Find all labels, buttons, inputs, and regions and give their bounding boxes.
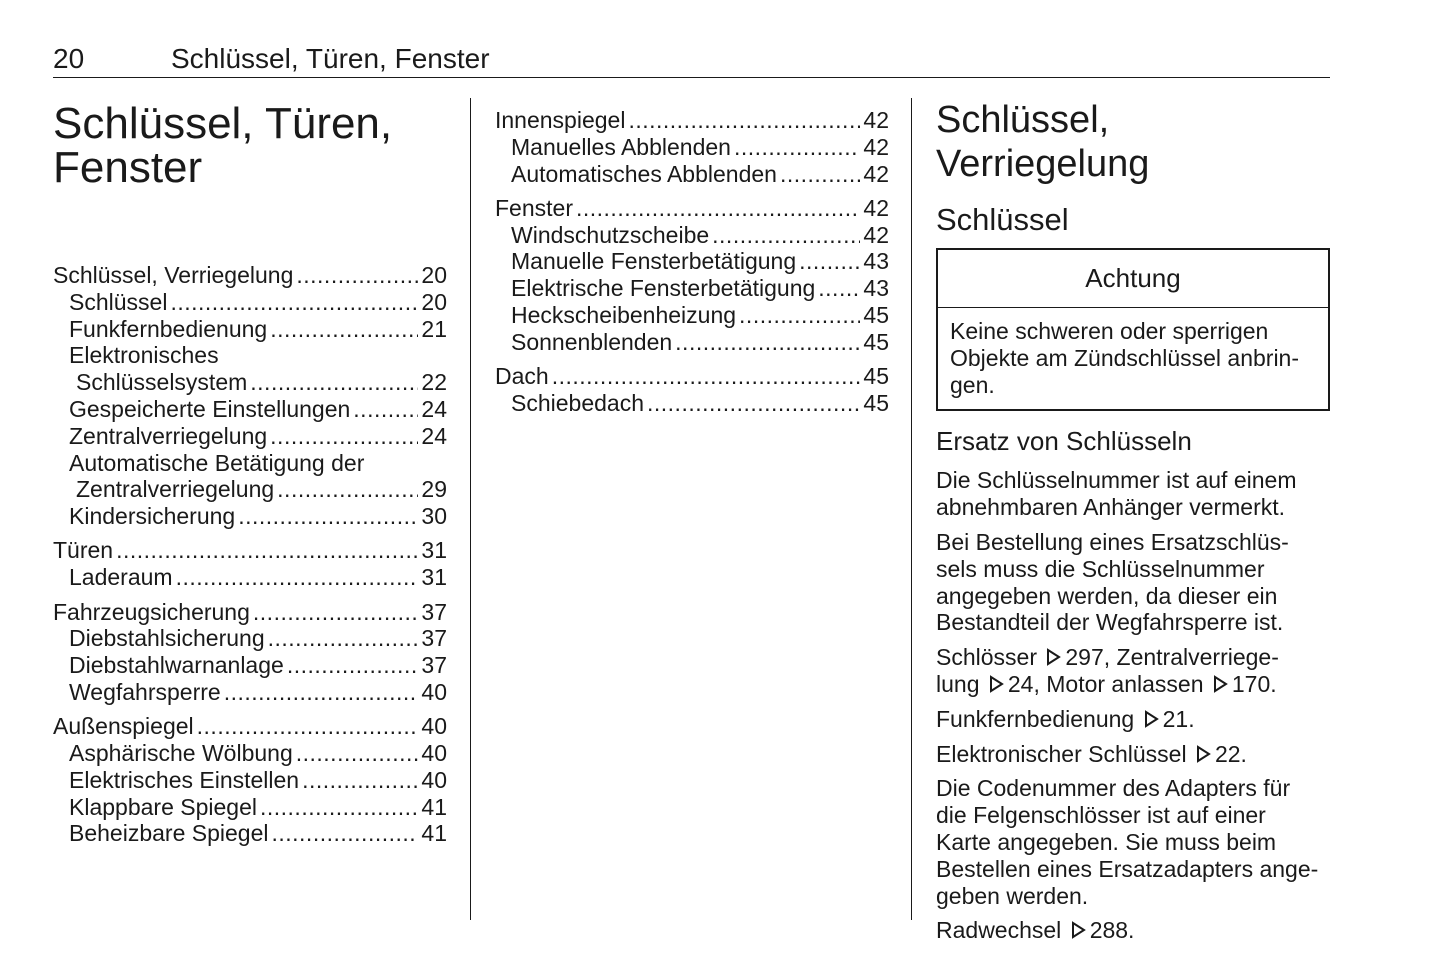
- warning-text: [938, 308, 1328, 409]
- warning-box: [936, 248, 1330, 411]
- ref-link[interactable]: 22.: [1214, 740, 1247, 767]
- ref-link[interactable]: 170.: [1231, 670, 1277, 697]
- page-ref-arrow-icon: [1070, 921, 1088, 939]
- toc-entry[interactable]: Funkfernbedienung ..... 21: [53, 316, 447, 343]
- warning-line: Objekte am Zündschlüssel anbrin-: [950, 344, 1299, 371]
- toc-entry[interactable]: Zentralverriegelung ..... 24: [53, 423, 447, 450]
- toc-entry[interactable]: Asphärische Wölbung ..... 40: [53, 740, 447, 767]
- toc-section: [53, 713, 447, 847]
- toc-middle: [495, 107, 889, 417]
- cross-reference-paragraph: [936, 644, 1330, 698]
- toc-section: [53, 262, 447, 530]
- page-number: 20: [53, 43, 85, 74]
- toc-section: [495, 195, 889, 356]
- toc-entry[interactable]: Heckscheibenheizung ..... 45: [495, 302, 889, 329]
- page-ref-arrow-icon: [1212, 675, 1230, 693]
- paragraph: Die Schlüsselnummer ist auf einem abnehmbaren Anhänger vermerkt.: [936, 467, 1297, 521]
- toc-entry[interactable]: Elektrische Fensterbetätigung ..... 43: [495, 275, 889, 302]
- warning-title: Achtung: [938, 250, 1328, 308]
- paragraph: Bei Bestellung eines Ersatzschlüs- sels muss die Schlüsselnummer angegeben werden, da dieser ein Bestandteil der Wegfahrsperre ist.: [936, 528, 1289, 636]
- column-divider-right: [911, 98, 912, 920]
- chapter-title: [53, 98, 447, 190]
- middle-column: [495, 98, 889, 417]
- toc-entry[interactable]: Diebstahlsicherung ..... 37: [53, 625, 447, 652]
- toc-entry[interactable]: Wegfahrsperre ..... 40: [53, 679, 447, 706]
- toc-entry[interactable]: Klappbare Spiegel ..... 41: [53, 794, 447, 821]
- paragraph: Die Codenummer des Adapters für die Felgenschlösser ist auf einer Karte angegeben. Sie muss beim Bestellen eines Ersatzadapters ange- geben werden.: [936, 775, 1319, 909]
- toc-entry[interactable]: Automatisches Abblenden ..... 42: [495, 161, 889, 188]
- warning-line: Keine schweren oder sperrigen: [950, 318, 1269, 344]
- toc-entry[interactable]: Diebstahlwarnanlage ..... 37: [53, 652, 447, 679]
- toc-left: [53, 262, 447, 847]
- page-ref-arrow-icon: [1045, 648, 1063, 666]
- ref-link[interactable]: 297, Zentralverriege-: [1065, 644, 1279, 671]
- toc-entry[interactable]: Manuelle Fensterbetätigung ..... 43: [495, 248, 889, 275]
- toc-entry[interactable]: Laderaum ..... 31: [53, 564, 447, 591]
- page-ref-arrow-icon: [1195, 745, 1213, 763]
- ref-text: Radwechsel: [936, 917, 1062, 944]
- cross-reference-paragraph: [936, 917, 1330, 944]
- ref-link[interactable]: 24, Motor anlassen: [1007, 670, 1204, 697]
- running-title: Schlüssel, Türen, Fenster: [171, 43, 490, 74]
- toc-entry-main[interactable]: Außenspiegel ..... 40: [53, 713, 447, 740]
- toc-entry-wrap: Automatische Betätigung der: [69, 449, 365, 476]
- ref-text: lung: [936, 670, 980, 697]
- ref-text: Funkfernbedienung: [936, 705, 1135, 732]
- ref-text: Elektronischer Schlüssel: [936, 740, 1187, 767]
- ref-link[interactable]: 21.: [1162, 705, 1195, 732]
- toc-section: [53, 599, 447, 706]
- toc-entry[interactable]: Zentralverriegelung ..... 29: [53, 476, 447, 503]
- toc-entry[interactable]: Kindersicherung ..... 30: [53, 503, 447, 530]
- ref-link[interactable]: 288.: [1089, 917, 1135, 944]
- toc-entry[interactable]: Sonnenblenden ..... 45: [495, 329, 889, 356]
- toc-entry[interactable]: Windschutzscheibe ..... 42: [495, 222, 889, 249]
- cross-reference-paragraph: [936, 741, 1330, 768]
- toc-entry-main[interactable]: Innenspiegel ..... 42: [495, 107, 889, 134]
- toc-entry[interactable]: Schiebedach ..... 45: [495, 390, 889, 417]
- column-divider-left: [470, 98, 471, 920]
- chapter-title-line1: Schlüssel, Türen,: [53, 99, 393, 148]
- subsubsection-heading: Ersatz von Schlüsseln: [936, 426, 1192, 457]
- ref-text: Schlösser: [936, 644, 1037, 671]
- toc-entry[interactable]: Manuelles Abblenden ..... 42: [495, 134, 889, 161]
- chapter-title-line2: Fenster: [53, 143, 203, 192]
- toc-entry-main[interactable]: Schlüssel, Verriegelung ..... 20: [53, 262, 447, 289]
- toc-section: [495, 363, 889, 417]
- cross-reference-paragraph: [936, 706, 1330, 733]
- toc-entry[interactable]: Gespeicherte Einstellungen ..... 24: [53, 396, 447, 423]
- warning-line: gen.: [950, 371, 995, 398]
- toc-entry[interactable]: Beheizbare Spiegel ..... 41: [53, 820, 447, 847]
- toc-entry-main[interactable]: Türen ..... 31: [53, 537, 447, 564]
- toc-section: [53, 537, 447, 591]
- toc-entry-main[interactable]: Fahrzeugsicherung ..... 37: [53, 599, 447, 626]
- toc-entry-main[interactable]: Fenster ..... 42: [495, 195, 889, 222]
- page-ref-arrow-icon: [988, 675, 1006, 693]
- toc-section: [495, 107, 889, 187]
- toc-entry[interactable]: Elektrisches Einstellen ..... 40: [53, 767, 447, 794]
- toc-entry-wrap: Elektronisches: [69, 342, 219, 369]
- toc-entry[interactable]: Schlüsselsystem ..... 22: [53, 369, 447, 396]
- toc-entry[interactable]: Schlüssel ..... 20: [53, 289, 447, 316]
- page-header: [53, 40, 1330, 78]
- toc-entry-main[interactable]: Dach ..... 45: [495, 363, 889, 390]
- subsection-heading: Schlüssel: [936, 202, 1069, 237]
- right-column: [936, 98, 1330, 952]
- page-ref-arrow-icon: [1143, 710, 1161, 728]
- left-column: [53, 98, 447, 847]
- section-heading: Schlüssel, Verriegelung: [936, 99, 1150, 185]
